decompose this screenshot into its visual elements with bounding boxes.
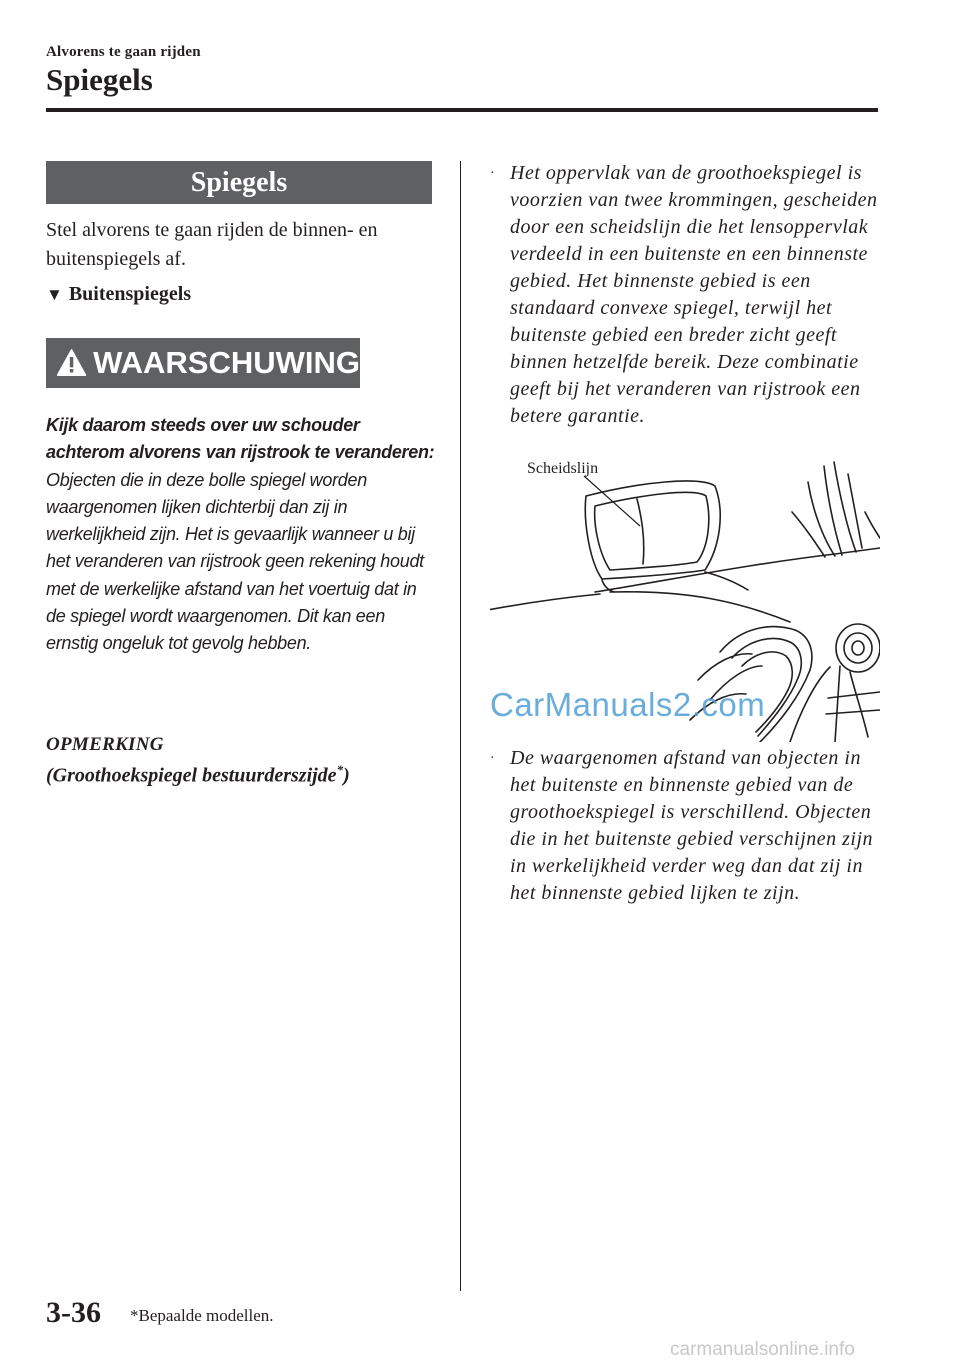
triangle-down-icon: ▼: [46, 285, 63, 304]
note-title: OPMERKING: [46, 734, 164, 755]
warning-body: Objecten die in deze bolle spiegel worden waargenomen lijken dichterbij dan zij in werkelijkheid zijn. Het is gevaarlijk wanneer u bij het veranderen van rijstrook geen rekening houdt met de werkelijke afstand van het voertuig dat in de spiegel wordt waargenomen. Dit kan een ernstig ongeluk tot gevolg hebben.: [46, 469, 424, 654]
footnote-marker: *: [336, 762, 344, 777]
intro-paragraph: Stel alvorens te gaan rijden de binnen- en buitenspiegels af.: [46, 219, 378, 270]
note-subtitle: [46, 762, 350, 788]
site-watermark: carmanualsonline.info: [670, 1339, 855, 1360]
column-divider: [460, 161, 461, 1291]
warning-text: [46, 412, 436, 658]
warning-label: WAARSCHUWING: [93, 345, 360, 380]
note-subtitle-text: (Groothoekspiegel bestuurderszijde: [46, 764, 337, 787]
bullet-text: De waargenomen afstand van objecten in het buitenste en binnenste gebied van de groothoekspiegel is verschillend. Objecten die in het buitenste gebied verschijnen zijn in werkelijkheid verder weg dan dat zij in het binnenste gebied lijken te zijn.: [510, 747, 874, 904]
warning-banner: [46, 338, 360, 388]
chapter-title: Spiegels: [46, 62, 153, 97]
subheading-buitenspiegels: [46, 283, 191, 306]
running-head: Alvorens te gaan rijden: [46, 44, 201, 60]
note-subtitle-close: ): [343, 764, 350, 787]
warning-lead: Kijk daarom steeds over uw schouder achterom alvorens van rijstrook te veranderen:: [46, 415, 435, 463]
footnote: *Bepaalde modellen.: [130, 1306, 274, 1325]
header-rule: [46, 108, 878, 112]
warning-triangle-icon: [56, 346, 87, 380]
bullet-item: [490, 160, 882, 430]
bullet-dot-icon: ·: [490, 751, 496, 766]
bullet-text: Het oppervlak van de groothoekspiegel is voorzien van twee krommingen, gescheiden door een scheidslijn die het lensoppervlak verdeeld in een buitenste en een binnenste gebied. Het binnenste gebied is een standaard convexe spiegel, terwijl het buitenste gebied een breder zicht geeft binnen hetzelfde bereik. Deze combinatie geeft bij het veranderen van rijstrook een betere garantie.: [510, 162, 878, 427]
figure-caption: Scheidslijn: [527, 460, 599, 477]
bullet-item: [490, 745, 882, 907]
section-title: Spiegels: [46, 161, 432, 204]
watermark: CarManuals2.com: [490, 686, 766, 723]
bullet-dot-icon: ·: [490, 166, 496, 181]
subheading-label: Buitenspiegels: [68, 283, 192, 305]
page-number: 3-36: [46, 1296, 101, 1329]
